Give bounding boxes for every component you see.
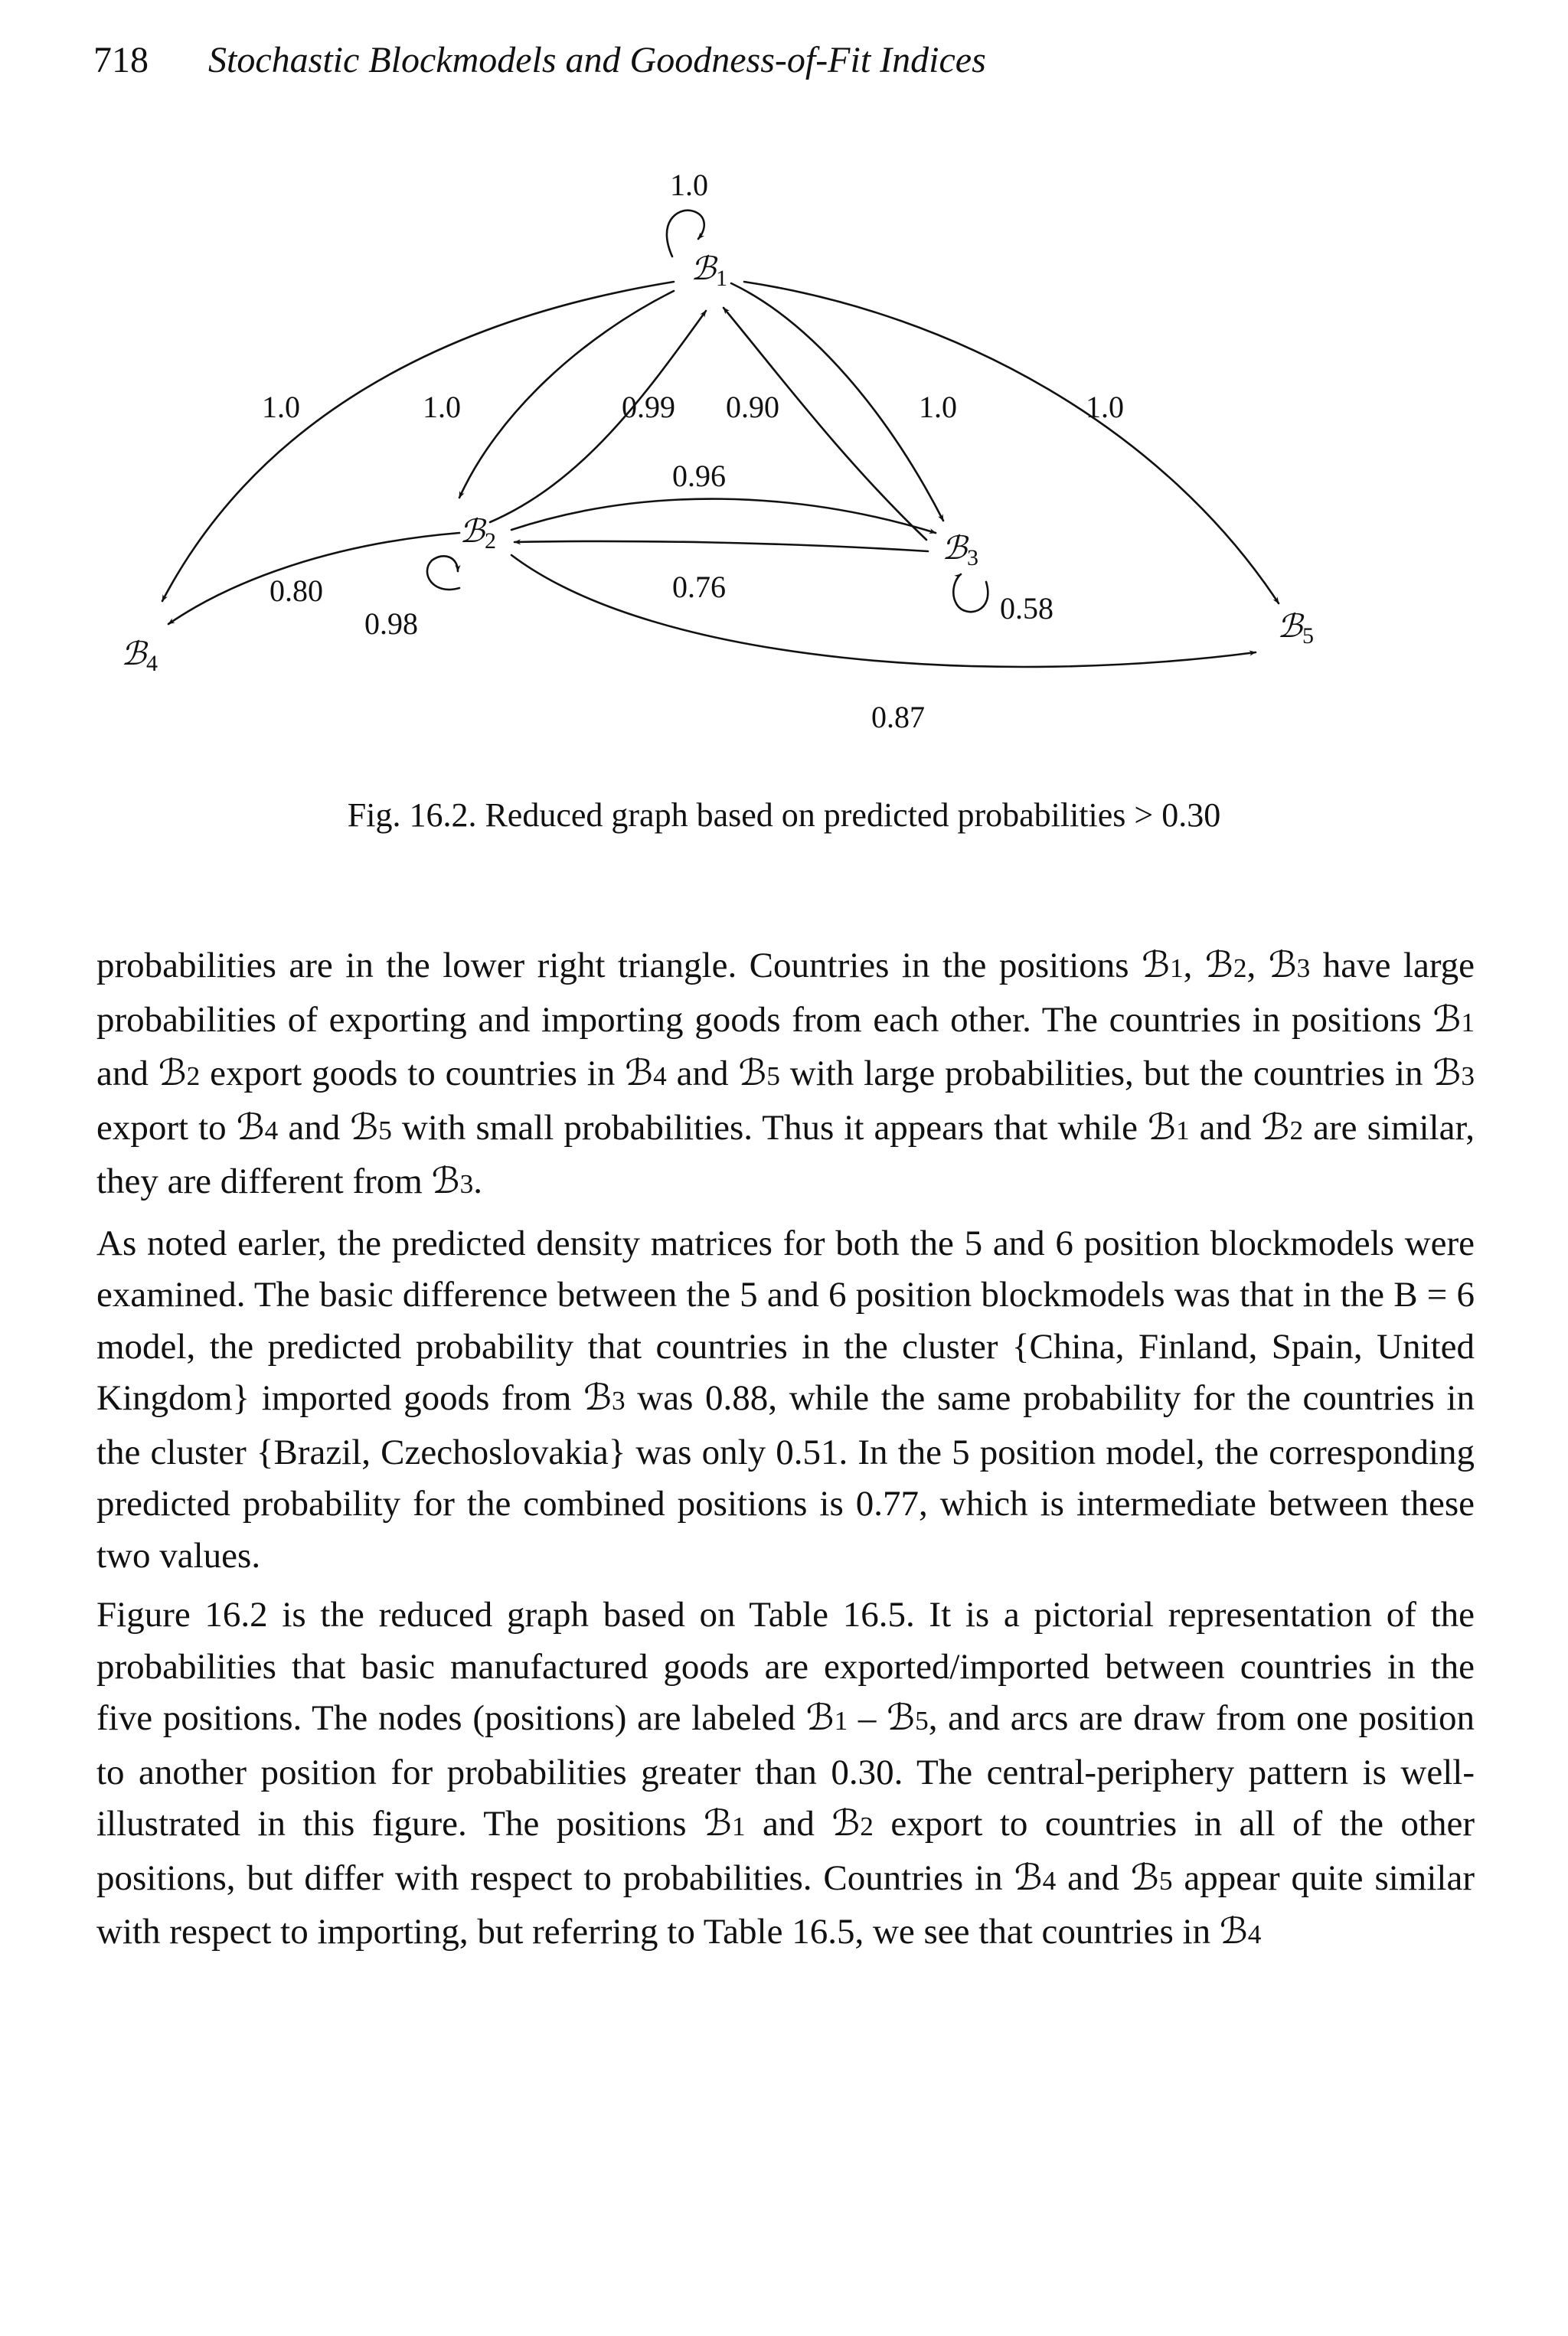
position-symbol: ℬ1 [1432,999,1475,1040]
label-B1-B2: 1.0 [423,390,461,424]
edge-B3-B3 [953,574,988,612]
label-B2-B5: 0.87 [871,700,925,734]
position-symbol: ℬ4 [625,1054,667,1093]
position-symbol: ℬ2 [158,1054,201,1093]
position-symbol: ℬ2 [831,1804,874,1844]
position-symbol: ℬ5 [1130,1857,1173,1898]
label-B3-B2: 0.76 [672,570,726,604]
label-B1-B3: 1.0 [919,390,957,424]
position-symbol: ℬ4 [1219,1912,1262,1952]
position-symbol: ℬ4 [236,1107,279,1148]
edge-B2-B5 [511,555,1256,667]
position-symbol: ℬ1 [1142,946,1184,985]
position-symbol: ℬ1 [1148,1107,1190,1148]
label-B2-B3: 0.96 [672,459,726,493]
label-B2-B4: 0.80 [270,573,323,608]
label-B2-B1: 0.99 [622,390,675,424]
position-symbol: ℬ3 [583,1378,626,1418]
node-B1: ℬ1 [691,252,728,291]
position-symbol: ℬ1 [704,1804,746,1844]
reduced-graph-figure [0,138,1568,796]
paragraph: Figure 16.2 is the reduced graph based on Table 16.5. It is a pictorial representation of the probabilities that basic manufactured goods are exported/imported between countries in the five positions. The nodes (positions) are labeled ℬ1 – ℬ5, and arcs are draw from one position to another position for probabilities greater than 0.30. The central-periphery pattern is well-illustrated in this figure. The positions ℬ1 and ℬ2 export to countries in all of the other positions, but differ with respect to probabilities. Countries in ℬ4 and ℬ5 appear quite similar with respect to importing, but referring to Table 16.5, we see that countries in ℬ4 [96,1595,1475,1952]
edge-B1-B4 [162,282,674,601]
edge-B2-B2 [427,556,459,590]
edge-B3-B2 [514,541,928,551]
position-symbol: ℬ2 [1204,946,1247,985]
position-symbol: ℬ3 [431,1161,474,1201]
label-B1-B1: 1.0 [670,168,708,202]
edge-B2-B3 [511,499,936,533]
position-symbol: ℬ2 [1261,1107,1304,1148]
running-head [93,34,1472,87]
node-B5: ℬ5 [1277,609,1315,649]
position-symbol: ℬ3 [1432,1054,1475,1093]
edge-B1-B1 [667,211,704,256]
position-symbol: ℬ3 [1268,946,1311,985]
position-symbol: ℬ1 [805,1698,848,1738]
node-B3: ℬ3 [942,531,979,570]
position-symbol: ℬ5 [738,1054,780,1093]
paragraph: As noted earler, the predicted density matrices for both the 5 and 6 position blockmodels were examined. The basic difference between the 5 and 6 position blockmodels was that in the B = 6 model, the predicted probability that countries in the cluster {China, Finland, Spain, United Kingdom} imported goods from ℬ3 was 0.88, while the same probability for the countries in the cluster {Brazil, Czechoslovakia} was only 0.51. In the 5 position model, the corresponding predicted probability for the combined positions is 0.77, which is intermediate between these two values. [96,1223,1475,1576]
node-B2: ℬ2 [459,515,497,554]
body-text [96,940,1475,1968]
figure-caption: Fig. 16.2. Reduced graph based on predicted probabilities > 0.30 [347,796,1221,834]
label-B1-B4: 1.0 [262,390,300,424]
paragraph: probabilities are in the lower right triangle. Countries in the positions ℬ1, ℬ2, ℬ3 have large probabilities of exporting and importing goods from each other. The countries in positions ℬ1 and ℬ2 export goods to countries in ℬ4 and ℬ5 with large probabilities, but the countries in ℬ3 export to ℬ4 and ℬ5 with small probabilities. Thus it appears that while ℬ1 and ℬ2 are similar, they are different from ℬ3. [96,946,1475,1201]
label-B2-B2: 0.98 [364,606,418,641]
node-B4: ℬ4 [121,637,158,676]
page-number: 718 [93,40,149,80]
position-symbol: ℬ4 [1014,1857,1057,1898]
edge-B1-B5 [744,282,1279,603]
label-B3-B3: 0.58 [1000,591,1054,626]
label-B3-B1: 0.90 [726,390,779,424]
position-symbol: ℬ5 [887,1698,929,1738]
label-B1-B5: 1.0 [1086,390,1124,424]
running-title: Stochastic Blockmodels and Goodness-of-Fit Indices [208,40,986,80]
reduced-graph-svg [0,138,1568,796]
position-symbol: ℬ5 [350,1107,392,1148]
